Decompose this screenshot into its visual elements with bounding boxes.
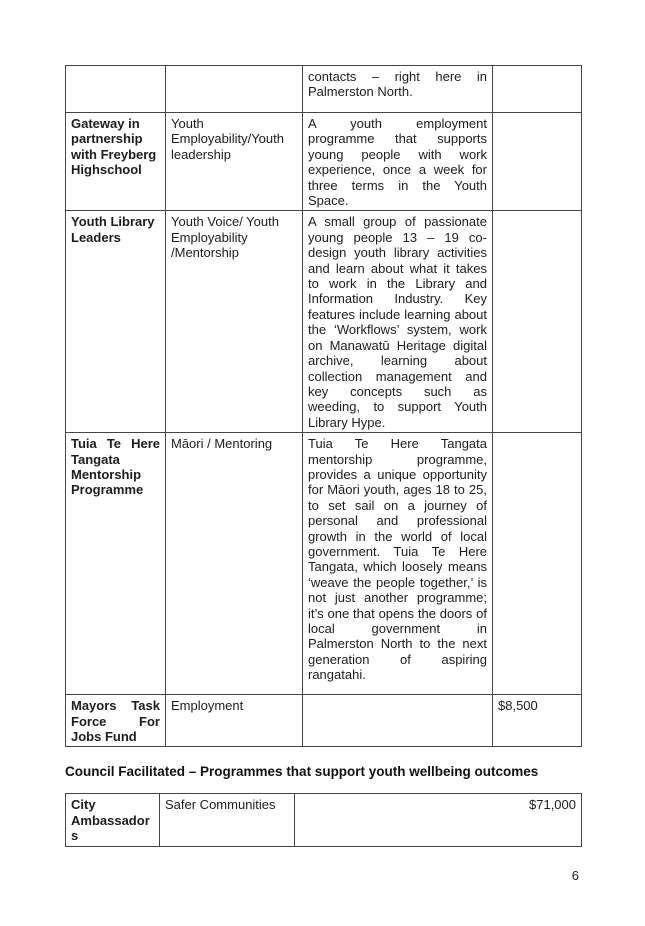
programme-name-cell: Youth Library Leaders	[66, 211, 166, 433]
amount-cell	[493, 433, 582, 695]
table-row	[66, 794, 582, 846]
description-cell: contacts – right here in Palmerston North.	[303, 66, 493, 113]
table-row	[66, 695, 582, 747]
category-cell: Safer Communities	[160, 794, 295, 846]
council-facilitated-table	[65, 793, 582, 846]
programme-name-cell: Tuia Te Here Tangata Mentorship Programme	[66, 433, 166, 695]
table-row	[66, 211, 582, 433]
amount-cell: $71,000	[295, 794, 582, 846]
youth-programmes-table	[65, 65, 582, 747]
table-row	[66, 113, 582, 211]
description-cell: A youth employment programme that supports young people with work experience, once a week for three terms in the Youth Space.	[303, 113, 493, 211]
category-cell: Youth Employability/Youth leadership	[166, 113, 303, 211]
programme-name-cell: Gateway in partnership with Freyberg Highschool	[66, 113, 166, 211]
page-number: 6	[571, 868, 579, 883]
amount-cell	[493, 113, 582, 211]
programme-name-cell	[66, 66, 166, 113]
table-row	[66, 66, 582, 113]
amount-cell	[493, 211, 582, 433]
table-row	[66, 433, 582, 695]
section-heading: Council Facilitated – Programmes that support youth wellbeing outcomes	[65, 764, 539, 780]
page-content	[65, 65, 581, 847]
programme-name-cell: City Ambassadors	[66, 794, 160, 846]
category-cell: Māori / Mentoring	[166, 433, 303, 695]
description-cell: A small group of passionate young people 13 – 19 co-design youth library activities and learn about what it takes to work in the Library and Information Industry. Key features include learning about the ‘Workflows’ system, work on Manawatū Heritage digital archive, learning about collection management and key concepts such as weeding, to support Youth Library Hype.	[303, 211, 493, 433]
amount-cell: $8,500	[493, 695, 582, 747]
description-cell	[303, 695, 493, 747]
category-cell: Youth Voice/ Youth Employability /Mentorship	[166, 211, 303, 433]
amount-cell	[493, 66, 582, 113]
programme-name-cell: Mayors Task Force For Jobs Fund	[66, 695, 166, 747]
category-cell: Employment	[166, 695, 303, 747]
description-cell: Tuia Te Here Tangata mentorship programme, provides a unique opportunity for Māori youth, ages 18 to 25, to set sail on a journey of personal and professional growth in the world of local government. Tuia Te Here Tangata, which loosely means ‘weave the people together,’ is not just another programme; it’s one that opens the doors of local government in Palmerston North to the next generation of aspiring rangatahi.	[303, 433, 493, 695]
category-cell	[166, 66, 303, 113]
